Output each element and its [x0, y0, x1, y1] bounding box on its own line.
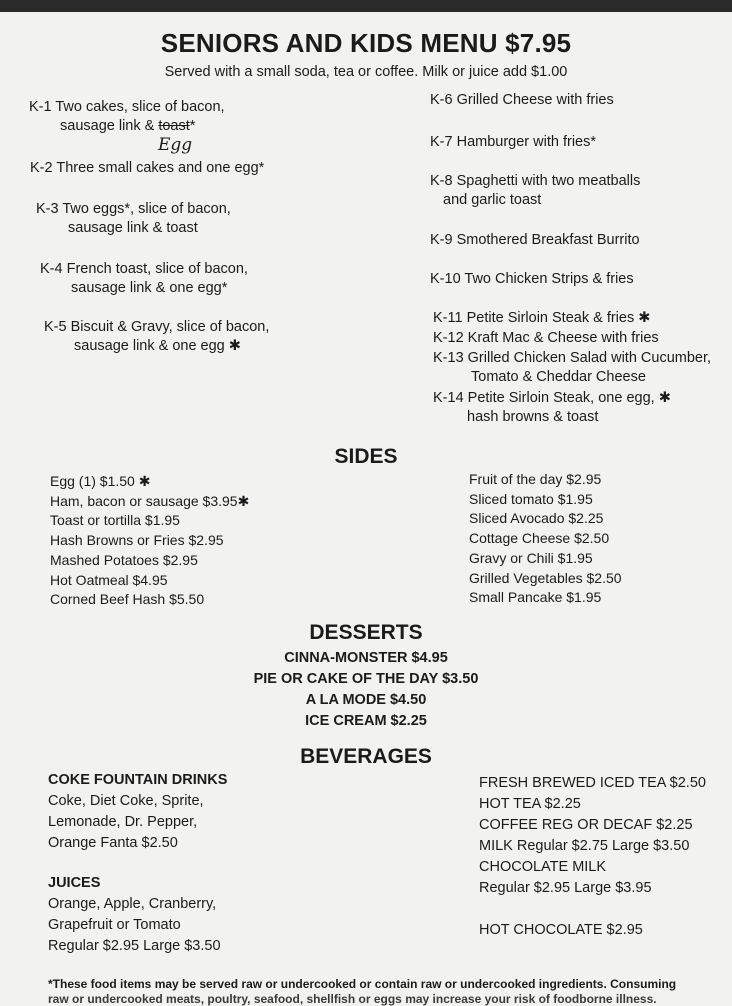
list-item: CINNA-MONSTER $4.95 — [284, 650, 448, 666]
list-item: Small Pancake $1.95 — [469, 589, 602, 606]
list-item — [30, 159, 264, 178]
item-line: sausage link & toast — [68, 220, 198, 236]
list-item — [40, 260, 248, 298]
list-item — [433, 309, 650, 328]
list-item: Orange Fanta $2.50 — [48, 835, 178, 851]
menu-title: SENIORS AND KIDS MENU $7.95 — [160, 28, 572, 58]
item-line: K-3 Two eggs*, slice of bacon, — [36, 201, 231, 217]
section-title-beverages: BEVERAGES — [300, 745, 432, 768]
list-item — [44, 318, 269, 356]
list-item: Corned Beef Hash $5.50 — [50, 591, 205, 608]
item-text: sausage link & — [60, 118, 159, 134]
list-item: MILK Regular $2.75 Large $3.50 — [479, 838, 690, 854]
list-item: HOT CHOCOLATE $2.95 — [479, 922, 643, 938]
list-item: Hash Browns or Fries $2.95 — [50, 532, 224, 549]
list-item — [36, 200, 231, 238]
spacer — [479, 899, 706, 920]
list-item: CHOCOLATE MILK — [479, 859, 607, 875]
beverages-right — [479, 773, 706, 941]
item-line: and garlic toast — [443, 192, 542, 208]
list-item: Regular $2.95 Large $3.50 — [48, 938, 221, 954]
list-item — [430, 172, 640, 210]
item-line: hash browns & toast — [467, 409, 599, 425]
list-item — [430, 231, 640, 250]
list-item: Fruit of the day $2.95 — [469, 471, 602, 487]
item-line: K-7 Hamburger with fries* — [430, 134, 596, 150]
item-line: K-10 Two Chicken Strips & fries — [430, 271, 634, 287]
sides-right-list — [469, 470, 622, 608]
menu-subtitle: Served with a small soda, tea or coffee. Milk or juice add $1.00 — [164, 64, 568, 80]
list-item: Grapefruit or Tomato — [48, 917, 181, 933]
list-item — [29, 98, 225, 136]
list-item — [433, 349, 711, 387]
list-item — [430, 91, 614, 110]
item-line: sausage link & one egg ✱ — [74, 338, 241, 354]
list-item: Ham, bacon or sausage $3.95✱ — [50, 492, 250, 509]
item-line — [29, 117, 225, 136]
juices-heading: JUICES — [48, 875, 101, 891]
list-item: A LA MODE $4.50 — [305, 692, 427, 708]
list-item: Egg (1) $1.50 ✱ — [50, 473, 151, 489]
list-item: Coke, Diet Coke, Sprite, — [48, 793, 204, 809]
coke-heading: COKE FOUNTAIN DRINKS — [48, 772, 228, 788]
list-item: Orange, Apple, Cranberry, — [48, 896, 217, 912]
item-line: K-14 Petite Sirloin Steak, one egg, ✱ — [433, 390, 671, 406]
item-line: sausage link & one egg* — [71, 280, 228, 296]
item-line: Tomato & Cheddar Cheese — [471, 369, 646, 385]
list-item: Gravy or Chili $1.95 — [469, 549, 593, 566]
list-item: HOT TEA $2.25 — [479, 796, 581, 812]
section-title-sides: SIDES — [334, 445, 398, 468]
list-item: Mashed Potatoes $2.95 — [50, 551, 198, 568]
list-item: PIE OR CAKE OF THE DAY $3.50 — [253, 671, 479, 687]
top-border — [0, 0, 732, 12]
item-line: K-2 Three small cakes and one egg* — [30, 160, 265, 176]
list-item: FRESH BREWED ICED TEA $2.50 — [479, 775, 706, 791]
list-item — [430, 133, 596, 152]
item-line: K-13 Grilled Chicken Salad with Cucumber, — [433, 350, 712, 366]
item-line: K-12 Kraft Mac & Cheese with fries — [433, 330, 659, 346]
section-title-desserts: DESSERTS — [309, 621, 423, 644]
handwritten-note: Egg — [158, 135, 193, 155]
item-text: * — [189, 118, 196, 134]
item-line: K-4 French toast, slice of bacon, — [40, 261, 248, 277]
list-item — [433, 389, 671, 427]
list-item: Toast or tortilla $1.95 — [50, 512, 180, 529]
footer-disclaimer-cont: raw or undercooked meats, poultry, seafood, shellfish or eggs may increase your risk of foodborne illness. — [48, 992, 657, 1006]
item-line: K-11 Petite Sirloin Steak & fries ✱ — [433, 310, 651, 326]
item-line: K-9 Smothered Breakfast Burrito — [430, 232, 640, 248]
desserts-list — [0, 648, 732, 732]
list-item: ICE CREAM $2.25 — [305, 713, 427, 729]
list-item — [433, 329, 659, 348]
list-item: Lemonade, Dr. Pepper, — [48, 814, 198, 830]
item-line: K-8 Spaghetti with two meatballs — [430, 173, 641, 189]
sides-left-list — [50, 472, 249, 610]
list-item: Hot Oatmeal $4.95 — [50, 571, 168, 588]
struck-text: toast — [158, 118, 190, 134]
list-item: Sliced Avocado $2.25 — [469, 510, 604, 527]
item-line: K-1 Two cakes, slice of bacon, — [29, 99, 225, 115]
item-line: K-6 Grilled Cheese with fries — [430, 92, 614, 108]
beverages-left — [48, 770, 227, 957]
list-item: Cottage Cheese $2.50 — [469, 530, 610, 547]
list-item: Grilled Vegetables $2.50 — [469, 569, 622, 586]
list-item: COFFEE REG OR DECAF $2.25 — [479, 817, 693, 833]
list-item: Regular $2.95 Large $3.95 — [479, 880, 652, 896]
list-item — [430, 270, 634, 289]
list-item: Sliced tomato $1.95 — [469, 490, 593, 507]
footer-disclaimer: *These food items may be served raw or undercooked or contain raw or undercooked ingredients. Consuming — [48, 977, 677, 991]
item-line: K-5 Biscuit & Gravy, slice of bacon, — [44, 319, 270, 335]
